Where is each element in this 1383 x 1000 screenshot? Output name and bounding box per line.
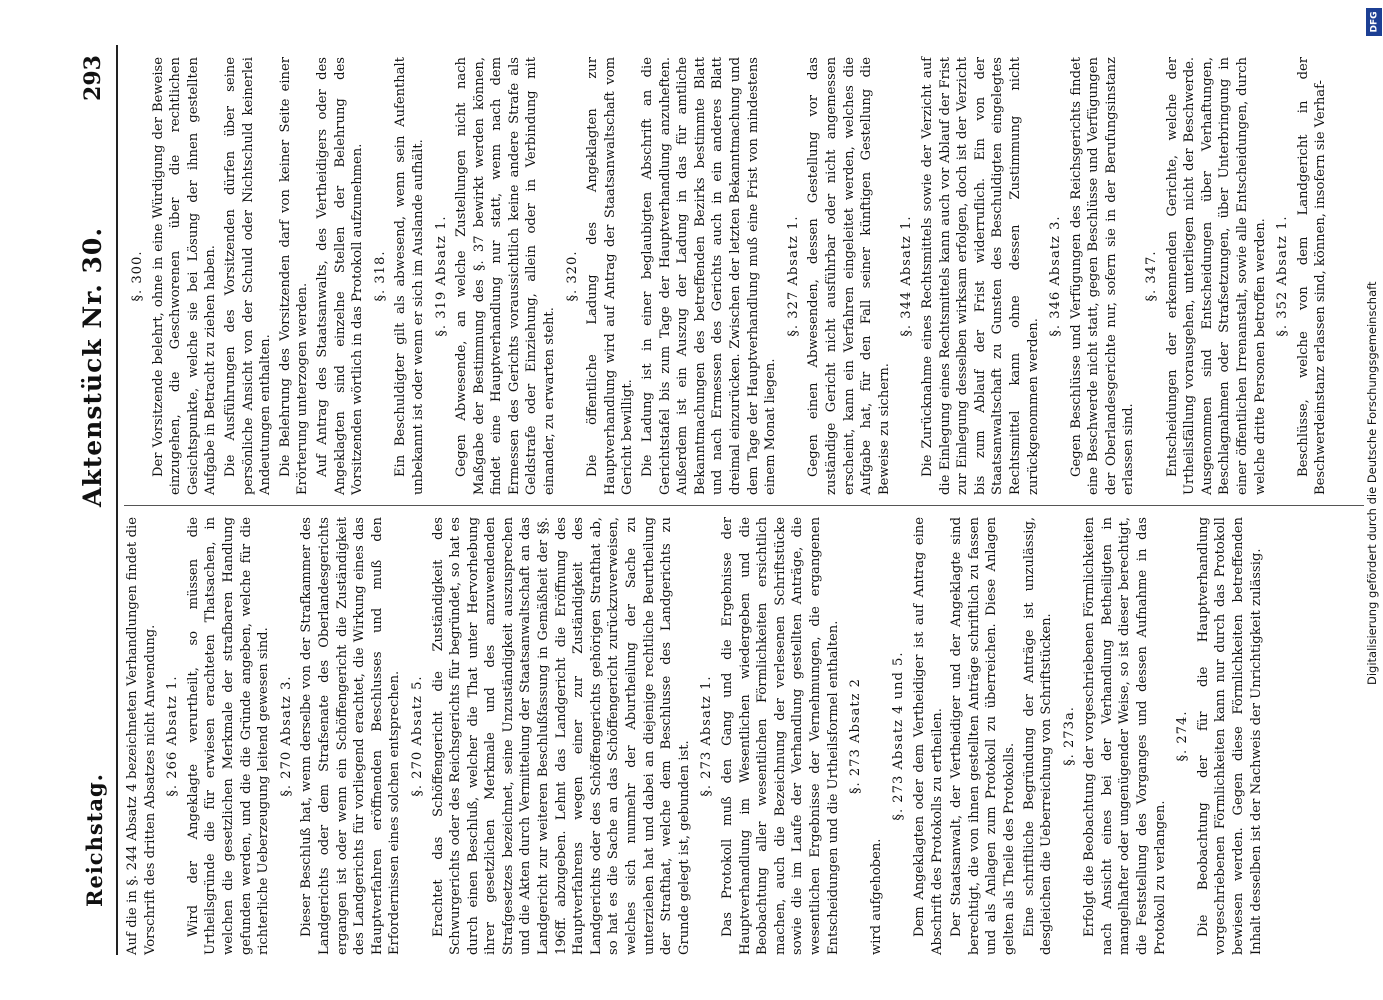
section-heading: §. 318. xyxy=(372,250,388,302)
text-column-right xyxy=(124,57,1332,495)
paragraph: Gegen Abwesende, an welche Zustellungen nicht nach Maßgabe der Bestimmung des §. 37 bewirkt werden können, findet eine Hauptverhandlung nur statt, wenn nach dem Ermessen des Gerichts voraussichtlich keine andere Strafe als Geldstrafe oder Einziehung, allein oder in Verbindung mit einander, zu erwarten steht. xyxy=(454,57,558,495)
paragraph: Die Ladung ist in einer beglaubigten Abschrift an die Gerichtstafel bis zum Tage der Hauptverhandlung anzuheften. Außerdem ist ein Auszug der Ladung in das für amtliche Bekanntmachungen des betreffenden Bezirks bestimmte Blatt und nach Ermessen des Gerichts auch in ein anderes Blatt dreimal einzurücken. Zwischen der letzten Bekanntmachung und dem Tage der Hauptverhandlung muß eine Frist von mindestens einem Monat liegen. xyxy=(640,57,779,495)
paragraph: Der Staatsanwalt, der Vertheidiger und der Angeklagte sind berechtigt, die von ihnen gestellten Anträge schriftlich zu fassen und als Anlagen zum Protokoll zu überreichen. Diese Anlagen gelten als Theile des Protokolls. xyxy=(949,517,1017,955)
paragraph: Entscheidungen der erkennenden Gerichte, welche der Urtheilsfällung vorausgehen, unterliegen nicht der Beschwerde. Ausgenommen sind Entscheidungen über Verhaftungen, Beschlagnahmen oder Strafsetzungen, über Unterbringung in einer öffentlichen Irrenanstalt, sowie alle Entscheidungen, durch welche dritte Personen betroffen werden. xyxy=(1164,57,1268,495)
paragraph: Dem Angeklagten oder dem Vertheidiger ist auf Antrag eine Abschrift des Protokolls zu ertheilen. xyxy=(911,517,945,955)
section-heading: §. 352 Absatz 1. xyxy=(1275,215,1291,337)
paragraph: Dieser Beschluß hat, wenn derselbe von der Strafkammer des Landgerichts oder dem Strafsenate des Oberlandesgerichts ergangen ist oder wenn ein Schöffengericht die Zuständigkeit des Landgerichts für vorliegend erachtet, die Wirkung eines das Hauptverfahren eröffnenden Beschlusses und muß den Erfordernissen eines solchen entsprechen. xyxy=(299,517,403,955)
digitization-credit: Digitalisierung gefördert durch die Deutsche Forschungsgemeinschaft xyxy=(1365,281,1379,685)
section-heading: §. 274. xyxy=(1175,710,1191,762)
section-heading: §. 273 Absatz 4 und 5. xyxy=(891,651,907,821)
paragraph: Die Zurücknahme eines Rechtsmittels sowie der Verzicht auf die Einlegung eines Rechtsmittels kann auch vor Ablauf der Frist zur Einlegung desselben wirksam erfolgen, doch ist der Verzicht bis zum Ablauf der Frist widerruflich. Ein von der Staatsanwaltschaft zu Gunsten des Beschuldigten eingelegtes Rechtsmittel kann ohne dessen Zustimmung nicht zurückgenommen werden. xyxy=(919,57,1041,495)
column-divider xyxy=(124,505,1364,506)
section-heading: §. 320. xyxy=(564,250,580,302)
header-document-number: Aktenstück Nr. 30. xyxy=(78,226,107,507)
paragraph: Die Beobachtung der für die Hauptverhandlung vorgeschriebenen Förmlichkeiten kann nur durch das Protokoll bewiesen werden. Gegen diese Förmlichkeiten betreffenden Inhalt desselben ist der Nachweis der Unrichtigkeit zulässig. xyxy=(1195,517,1264,955)
dfg-logo: DFG xyxy=(1366,8,1382,36)
rotated-page xyxy=(80,45,1370,955)
paragraph: Die öffentliche Ladung des Angeklagten zur Hauptverhandlung wird auf Antrag der Staatsanwaltschaft vom Gericht bewilligt. xyxy=(585,57,636,495)
section-heading: §. 273a. xyxy=(1061,706,1077,766)
paragraph: Auf Antrag des Staatsanwalts, des Vertheidigers oder des Angeklagten sind einzelne Stellen der Belehrung des Vorsitzenden wörtlich in das Protokoll aufzunehmen. xyxy=(314,57,366,495)
paragraph: Gegen Beschlüsse und Verfügungen des Reichsgerichts findet eine Beschwerde nicht statt, gegen Beschlüsse und Verfügungen der Oberlandesgerichte nur, sofern sie in der Berufungsinstanz erlassen sind. xyxy=(1068,57,1137,495)
section-heading: §. 300. xyxy=(130,250,145,302)
header-reichstag: Reichstag. xyxy=(82,773,107,907)
paragraph: Erachtet das Schöffengericht die Zuständigkeit des Schwurgerichts oder des Reichsgerichts für begründet, so hat es durch einen Beschluß, welcher die That unter Hervorhebung ihrer gesetzlichen Merkmale und des anzuwendenden Strafgesetzes bezeichnet, seine Unzuständigkeit auszusprechen und die Akten durch Vermittelung der Staatsanwaltschaft an das Landgericht zur weiteren Beschlußfassung in Gemäßheit der §§. 196ff. abzugeben. Lehnt das Landgericht die Eröffnung des Hauptverfahrens wegen einer zur Zuständigkeit des Landgerichts oder des Schöffengerichts gehörigen Strafthat ab, so hat es die Sache an das Schöffengericht zurückzuverweisen, welches sich nunmehr der Aburtheilung der Sache zu unterziehen hat und dabei an diejenige rechtliche Beurtheilung der Strafthat, welche dem Beschlusse des Landgerichts zu Grunde gelegt ist, gebunden ist. xyxy=(430,517,692,955)
paragraph: Auf die in §. 244 Absatz 4 bezeichneten Verhandlungen findet die Vorschrift des dritten Absatzes nicht Anwendung. xyxy=(125,517,158,955)
paragraph: Das Protokoll muß den Gang und die Ergebnisse der Hauptverhandlung im Wesentlichen wiedergeben und die Beobachtung aller wesentlichen Förmlichkeiten ersichtlich machen, auch die Bezeichnung der verlesenen Schriftstücke sowie die im Laufe der Verhandlung gestellten Anträge, die wesentlichen Ergebnisse der Vernehmungen, die ergangenen Entscheidungen und die Urtheilsformel enthalten. xyxy=(720,517,841,955)
header-rule xyxy=(116,45,118,955)
paragraph: Wird der Angeklagte verurtheilt, so müssen die Urtheilsgründe die für erwiesen erachteten Thatsachen, in welchen die gesetzlichen Merkmale der strafbaren Handlung gefunden werden, und die die Gründe angeben, welche für die richterliche Ueberzeugung leitend gewesen sind. xyxy=(185,517,272,955)
paragraph: Erfolgt die Beobachtung der vorgeschriebenen Förmlichkeiten nach Ansicht eines bei der Verhandlung Betheiligten in mangelhafter oder ungenügender Weise, so ist dieser berechtigt, die Feststellung des Vorganges und dessen Aufnahme in das Protokoll zu verlangen. xyxy=(1082,517,1168,955)
paragraph: Beschlüsse, welche von dem Landgericht in der Beschwerdeinstanz erlassen sind, können, insofern sie Verhaf- xyxy=(1295,57,1329,495)
paragraph: wird aufgehoben. xyxy=(868,838,884,955)
section-heading: §. 270 Absatz 3. xyxy=(278,675,294,797)
section-heading: §. 327 Absatz 1. xyxy=(785,215,801,337)
section-heading: §. 344 Absatz 1. xyxy=(899,215,915,337)
paragraph: Ein Beschuldigter gilt als abwesend, wenn sein Aufenthalt unbekannt ist oder wenn er sich im Auslande aufhält. xyxy=(393,57,426,495)
text-column-left xyxy=(124,517,1267,955)
page-header xyxy=(80,45,116,955)
paragraph: Eine schriftliche Begründung der Anträge ist unzulässig, desgleichen die Ueberreichung von Schriftstücken. xyxy=(1021,517,1055,955)
section-heading: §. 319 Absatz 1. xyxy=(433,215,449,337)
section-heading: §. 270 Absatz 5. xyxy=(409,675,425,797)
section-heading: §. 346 Absatz 3. xyxy=(1048,215,1064,337)
section-heading: §. 273 Absatz 2 xyxy=(848,677,864,795)
section-heading: §. 273 Absatz 1. xyxy=(699,675,715,797)
page-number: 293 xyxy=(80,55,106,101)
section-heading: §. 266 Absatz 1. xyxy=(165,675,181,797)
paragraph: Die Ausführungen des Vorsitzenden dürfen über seine persönliche Ansicht von der Schuld oder Nichtschuld keinerlei Andeutungen enthalten. xyxy=(222,57,274,495)
paragraph: Gegen einen Abwesenden, dessen Gestellung vor das zuständige Gericht nicht ausführbar oder nicht angemessen erscheint, kann ein Verfahren eingeleitet werden, welches die Aufgabe hat, für den Fall seiner künftigen Gestellung die Beweise zu sichern. xyxy=(806,57,892,495)
section-heading: §. 347. xyxy=(1144,250,1160,302)
paragraph: Die Belehrung des Vorsitzenden darf von keiner Seite einer Erörterung unterzogen werden. xyxy=(277,57,311,495)
paragraph: Der Vorsitzende belehrt, ohne in eine Würdigung der Beweise einzugehen, die Geschworenen über die rechtlichen Gesichtspunkte, welche sie bei Lösung der ihnen gestellten Aufgabe in Betracht zu ziehen haben. xyxy=(150,57,219,495)
